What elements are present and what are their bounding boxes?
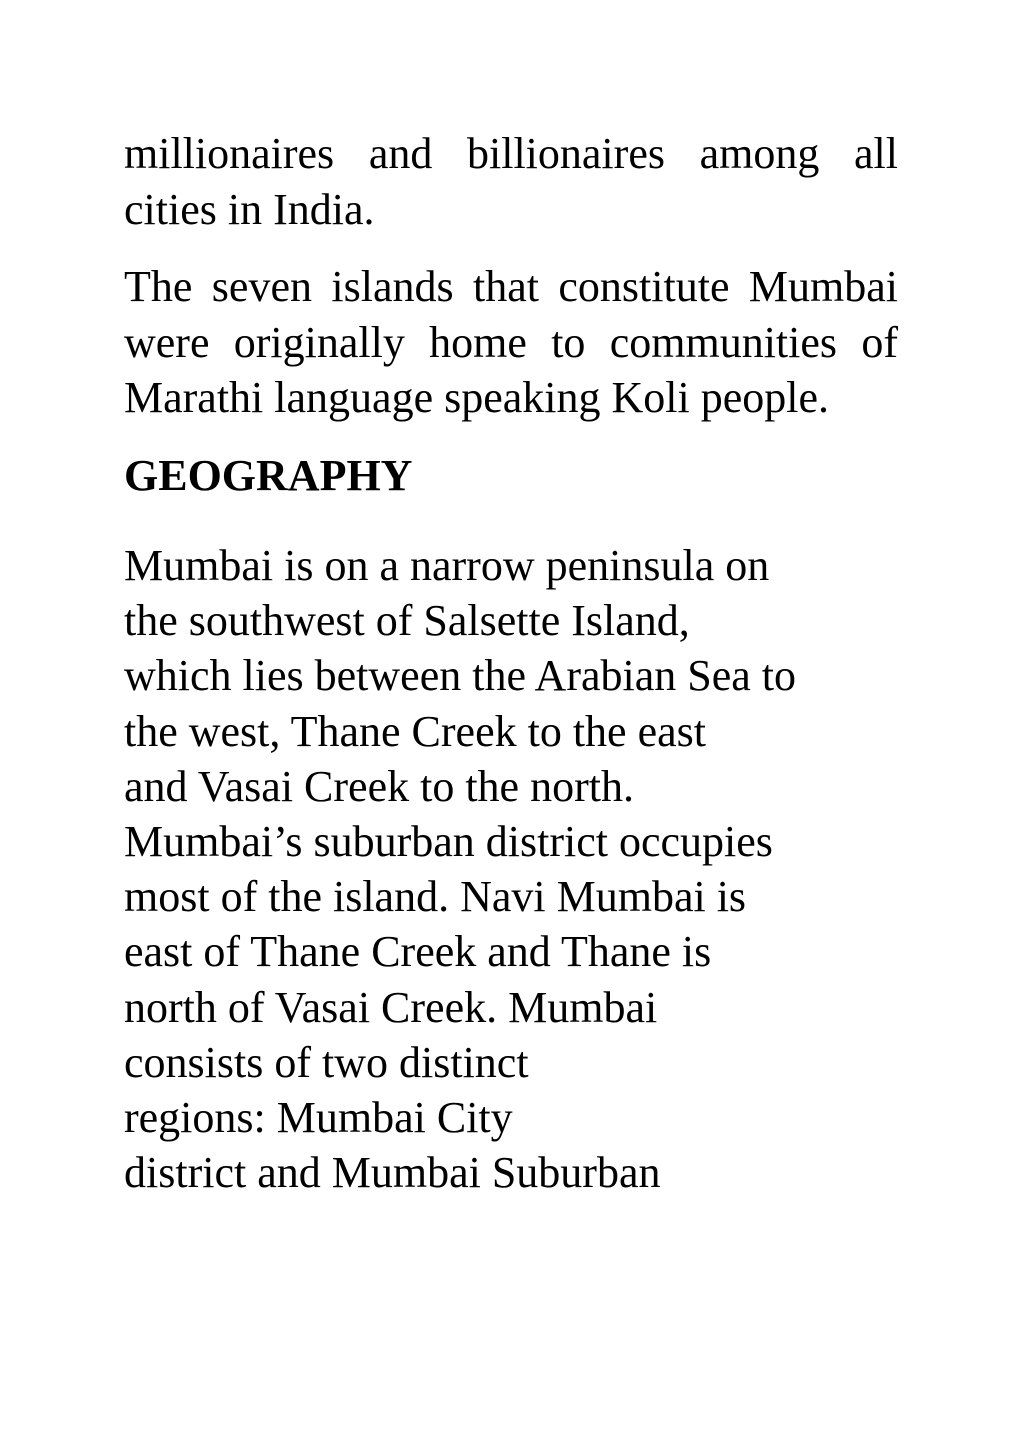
section-heading-geography: GEOGRAPHY bbox=[124, 450, 413, 500]
paragraph-millionaires: millionaires and billionaires among all cities in India. bbox=[124, 129, 898, 234]
document-page bbox=[124, 126, 898, 1200]
text-line: consists of two distinct bbox=[124, 1037, 529, 1087]
text-line: north of Vasai Creek. Mumbai bbox=[124, 982, 658, 1032]
text-line: regions: Mumbai City bbox=[124, 1093, 513, 1143]
paragraph-seven-islands: The seven islands that constitute Mumbai were originally home to communities of Marathi language speaking Koli people. bbox=[124, 262, 898, 422]
geography-paragraph bbox=[124, 538, 898, 1200]
text-line: Mumbai’s suburban district occupies bbox=[124, 817, 773, 867]
text-line: the west, Thane Creek to the east bbox=[124, 706, 706, 756]
text-line: the southwest of Salsette Island, bbox=[124, 596, 690, 646]
text-line: which lies between the Arabian Sea to bbox=[124, 651, 797, 701]
text-line: most of the island. Navi Mumbai is bbox=[124, 872, 747, 922]
text-line: and Vasai Creek to the north. bbox=[124, 761, 634, 811]
text-line: east of Thane Creek and Thane is bbox=[124, 927, 712, 977]
text-line: district and Mumbai Suburban bbox=[124, 1148, 661, 1198]
text-line: Mumbai is on a narrow peninsula on bbox=[124, 541, 770, 590]
